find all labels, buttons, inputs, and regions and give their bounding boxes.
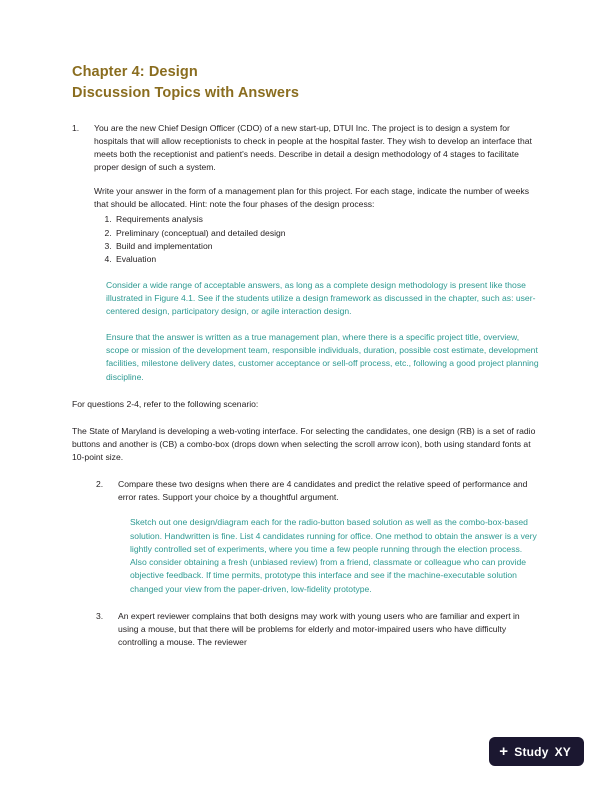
question-3 (96, 610, 540, 649)
question-2-body (118, 478, 540, 504)
question-3-number: 3. (96, 611, 104, 622)
question-3-body (118, 610, 540, 649)
question-1-text-2: Write your answer in the form of a management plan for this project. For each stage, indicate the number of weeks that should be allocated. Hint: note the four phases of the design process: (94, 186, 529, 210)
watermark-brand-study: Study (514, 744, 549, 759)
question-1 (72, 122, 540, 267)
scenario-text: The State of Maryland is developing a web-voting interface. For selecting the candidates, one design (RB) is a set of radio buttons and another is (CB) a combo-box (drops down when selecting the scroll arrow icon), both using standard fonts at 10-point size. (72, 425, 536, 463)
question-1-text: You are the new Chief Design Officer (CDO) of a new start-up, DTUI Inc. The project is to design a system for hospitals that will allow receptionists to check in people at the hospital faster. They wish to develop an interface that meets both the receptionist and patient's needs. Describe in detail a design methodology of 4 stages to facilitate proper design of such a system. (94, 123, 532, 173)
question-2-number: 2. (96, 479, 104, 490)
title-line-1: Chapter 4: Design (72, 64, 198, 80)
page-title (72, 62, 540, 104)
design-phases-list (94, 213, 540, 266)
list-item: 2. Preliminary (conceptual) and detailed design (114, 227, 540, 240)
list-item: 4. Evaluation (114, 253, 540, 266)
question-1-answer-2: Ensure that the answer is written as a true management plan, where there is a specific project title, overview, scope or mission of the development team, responsible individuals, duration, possible cost estimate, development facilities, milestone delivery dates, customer acceptance or sell-off process, etc., following a good project planning discipline. (106, 331, 539, 382)
question-2-answer: Sketch out one design/diagram each for the radio-button based solution as well as the combo-box-based solution. Handwritten is fine. List 4 candidates running for office. One method to obtain the answer is a very lightly controlled set of experiments, where you time a few people running through the election process. Also consider obtaining a fresh (unbiased review) from a friend, classmate or colleague who can provide objective feedback. If time permits, prototype this interface and see if the machine-executable solution changed your view from the paper-driven, low-fidelity prototype. (130, 517, 537, 594)
title-line-2: Discussion Topics with Answers (72, 85, 299, 102)
question-1-body (94, 122, 540, 267)
list-item: 1. Requirements analysis (114, 213, 540, 226)
question-1-answer-1: Consider a wide range of acceptable answers, as long as a complete design methodology is present like those illustrated in Figure 4.1. See if the students utilize a design framework as discussed in the chapter, such as: user-centered design, participatory design, or agile interaction design. (106, 279, 536, 317)
list-item: 3. Build and implementation (114, 240, 540, 253)
question-1-number: 1. (72, 123, 80, 134)
scenario-intro: For questions 2-4, refer to the following scenario: (72, 398, 259, 409)
studyxy-watermark (489, 737, 584, 766)
watermark-brand-xy: XY (554, 744, 571, 759)
question-2 (96, 478, 540, 504)
plus-icon: + (499, 743, 509, 760)
question-3-text: An expert reviewer complains that both designs may work with young users who are familiar and expert in using a mouse, but that there will be problems for elderly and motor-impaired users who have difficulty controlling a mouse. The reviewer (118, 611, 520, 648)
question-2-text: Compare these two designs when there are 4 candidates and predict the relative speed of performance and error rates. Support your choice by a thoughtful argument. (118, 479, 528, 503)
